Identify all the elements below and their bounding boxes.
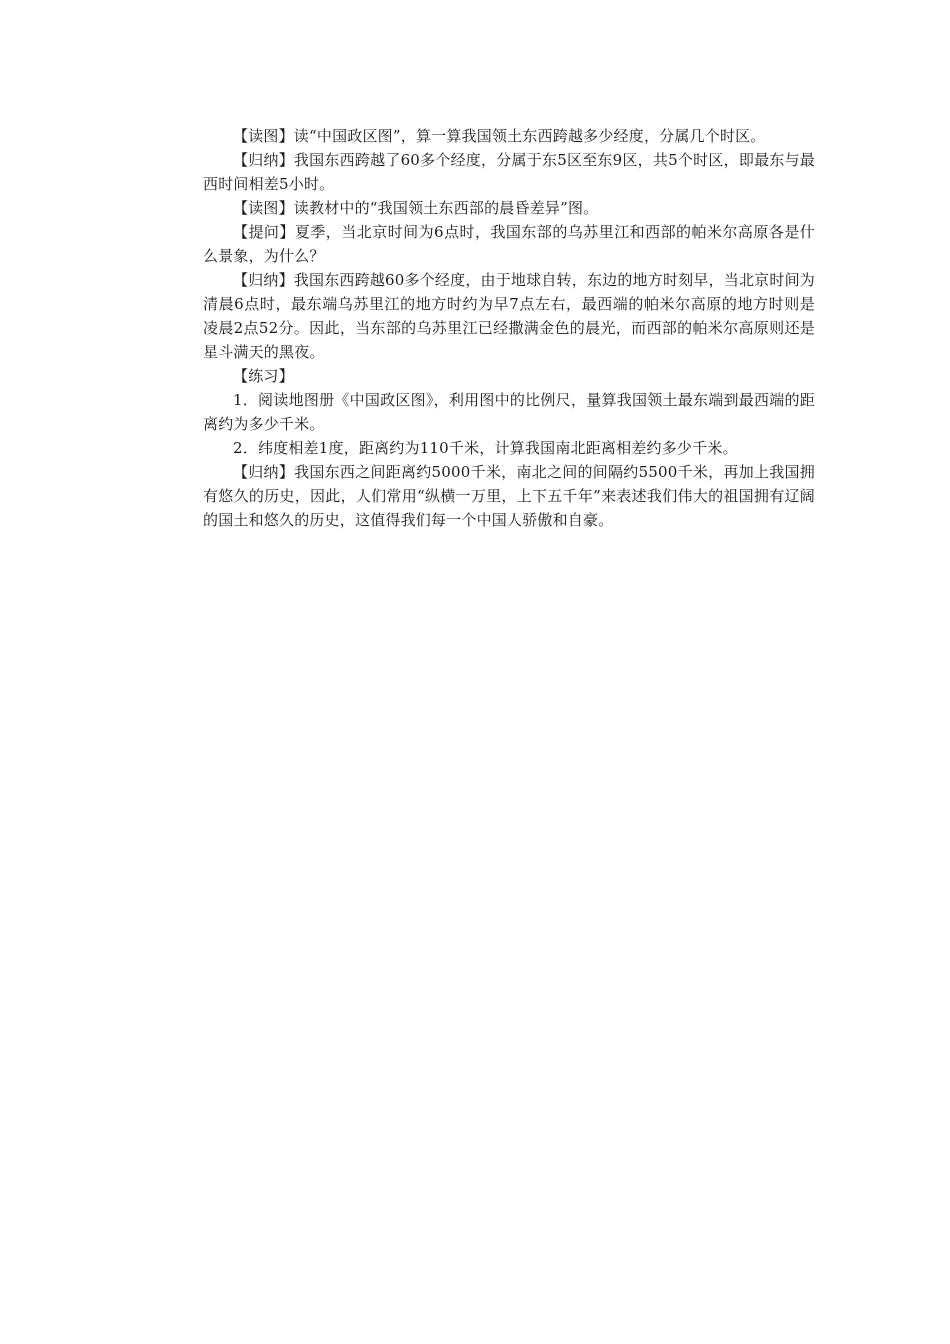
- paragraph-summary-3: 【归纳】我国东西之间距离约5000千米，南北之间的间隔约5500千米，再加上我国拥有悠久的历史，因此，人们常用“纵横一万里，上下五千年”来表述我们伟大的祖国拥有辽阔的国土和悠久的历史，这值得我们每一个中国人骄傲和自豪。: [203, 463, 815, 529]
- paragraph-summary-2: 【归纳】我国东西跨越60多个经度，由于地球自转，东边的地方时刻早，当北京时间为清晨6点时，最东端乌苏里江的地方时约为早7点左右，最西端的帕米尔高原的地方时则是凌晨2点52分。因此，当东部的乌苏里江已经撒满金色的晨光，而西部的帕米尔高原则还是星斗满天的黑夜。: [203, 271, 815, 361]
- paragraph-exercise-2: 2．纬度相差1度，距离约为110千米，计算我国南北距离相差约多少千米。: [233, 439, 738, 457]
- document-body: [203, 124, 815, 532]
- paragraph-summary-1: 【归纳】我国东西跨越了60多个经度，分属于东5区至东9区，共5个时区，即最东与最西时间相差5小时。: [203, 151, 815, 193]
- paragraph-read-map-1: 【读图】读“中国政区图”，算一算我国领土东西跨越多少经度，分属几个时区。: [233, 127, 766, 145]
- paragraph-question: 【提问】夏季，当北京时间为6点时，我国东部的乌苏里江和西部的帕米尔高原各是什么景象，为什么？: [203, 223, 815, 265]
- paragraph-exercise-heading: 【练习】: [233, 367, 294, 385]
- paragraph-read-map-2: 【读图】读教材中的“我国领土东西部的晨昏差异”图。: [233, 199, 599, 217]
- paragraph-exercise-1: 1．阅读地图册《中国政区图》，利用图中的比例尺，量算我国领土最东端到最西端的距离约为多少千米。: [203, 391, 815, 433]
